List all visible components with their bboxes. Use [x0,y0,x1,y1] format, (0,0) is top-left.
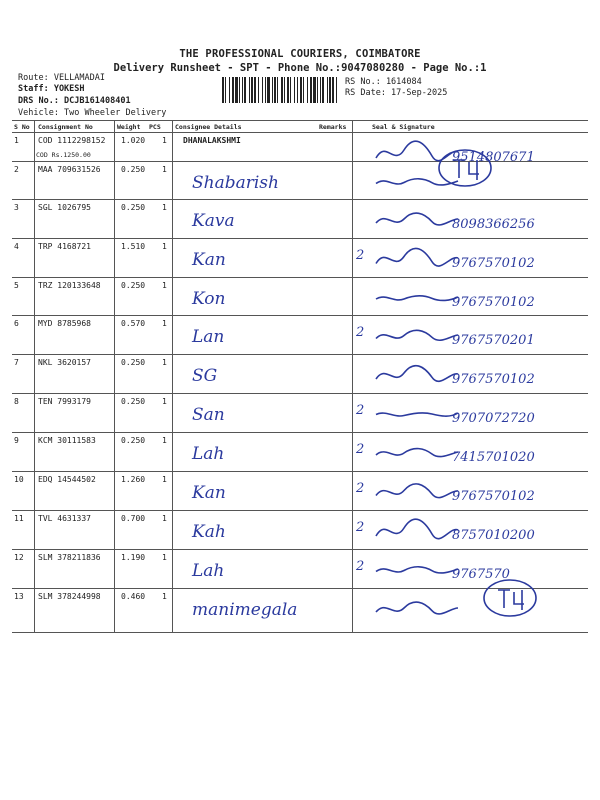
pcs-value: 1 [162,592,167,601]
weight-value: 0.250 [121,358,146,367]
handwritten-phone: 9767570201 [452,333,535,348]
handwritten-phone: 8098366256 [452,217,535,232]
runsheet-title: Delivery Runsheet - SPT - Phone No.:9047080280 - Page No.:1 [113,62,487,74]
weight-value: 1.260 [121,475,146,484]
row-divider [12,432,588,433]
consignment-number: KCM 30111583 [38,436,96,445]
signature-scribble [372,438,462,468]
weight-value: 0.570 [121,319,146,328]
drs-number: DRS No.: DCJB161408401 [18,96,131,106]
handwritten-mark: 2 [356,325,365,340]
row-divider [12,632,588,633]
weight-value: 0.250 [121,436,146,445]
row-divider [12,277,588,278]
col-header-sno: S No [14,123,30,131]
consignment-number: SGL 1026795 [38,203,91,212]
pcs-value: 1 [162,136,167,145]
handwritten-receiver-name: Kan [192,483,226,503]
weight-value: 0.250 [121,165,146,174]
row-divider [12,393,588,394]
pcs-value: 1 [162,165,167,174]
handwritten-phone: 9767570102 [452,372,535,387]
table-top-rule [12,120,588,121]
handwritten-mark: 2 [356,403,365,418]
signature-scribble [372,399,462,429]
consignment-number: TEN 7993179 [38,397,91,406]
company-name: THE PROFESSIONAL COURIERS, COIMBATORE [179,48,421,60]
signature-scribble [372,244,462,274]
handwritten-receiver-name: Kon [192,289,226,309]
consignment-number: SLM 378211836 [38,553,101,562]
handwritten-phone: 9514807671 [452,150,535,165]
row-divider [12,199,588,200]
pcs-value: 1 [162,514,167,523]
row-sno: 10 [14,475,24,484]
col-header-seal: Seal & Signature [372,123,435,131]
column-divider [172,120,173,632]
route-label: Route: VELLAMADAI [18,73,105,83]
handwritten-mark: 2 [356,520,365,535]
consignment-number: NKL 3620157 [38,358,91,367]
handwritten-receiver-name: Shabarish [192,173,279,193]
pcs-value: 1 [162,203,167,212]
pcs-value: 1 [162,553,167,562]
stamp-mark [480,576,540,620]
weight-value: 0.250 [121,397,146,406]
row-sno: 2 [14,165,19,174]
weight-value: 1.190 [121,553,146,562]
row-divider [12,238,588,239]
row-sno: 12 [14,553,24,562]
row-sno: 4 [14,242,19,251]
row-sno: 5 [14,281,19,290]
handwritten-receiver-name: manimegala [192,600,298,620]
pcs-value: 1 [162,358,167,367]
signature-scribble [372,360,462,390]
handwritten-receiver-name: SG [192,366,218,386]
consignment-number: EDQ 14544502 [38,475,96,484]
weight-value: 0.250 [121,281,146,290]
pcs-value: 1 [162,436,167,445]
row-divider [12,471,588,472]
row-sno: 3 [14,203,19,212]
rs-date: RS Date: 17-Sep-2025 [345,88,448,98]
table-header-rule [12,132,588,133]
consignment-number: TRZ 120133648 [38,281,101,290]
rs-number: RS No.: 1614084 [345,77,422,87]
pcs-value: 1 [162,319,167,328]
row-divider [12,510,588,511]
weight-value: 0.250 [121,203,146,212]
staff-label: Staff: YOKESH [18,84,85,94]
handwritten-receiver-name: Kava [192,211,235,231]
handwritten-mark: 2 [356,481,365,496]
consignment-number: MAA 709631526 [38,165,101,174]
pcs-value: 1 [162,397,167,406]
signature-scribble [372,283,462,313]
pcs-value: 1 [162,475,167,484]
col-header-consignment: Consignment No [38,123,93,131]
row-sno: 11 [14,514,24,523]
stamp-mark [435,146,495,190]
handwritten-receiver-name: Lah [192,444,225,464]
handwritten-phone: 8757010200 [452,528,535,543]
handwritten-phone: 7415701020 [452,450,535,465]
cod-amount: COD Rs.1250.00 [36,151,91,159]
col-header-weight: Weight [117,123,141,131]
handwritten-mark: 2 [356,559,365,574]
consignment-number: COD 1112298152 [38,136,106,145]
vehicle-label: Vehicle: Two Wheeler Delivery [18,108,167,118]
consignment-number: MYD 8785968 [38,319,91,328]
signature-scribble [372,555,462,585]
row-sno: 1 [14,136,19,145]
barcode [222,77,338,103]
handwritten-phone: 9767570 [452,567,510,582]
column-divider [352,120,353,632]
weight-value: 1.020 [121,136,146,145]
consignee-name: DHANALAKSHMI [183,136,241,145]
handwritten-receiver-name: Kah [192,522,226,542]
pcs-value: 1 [162,242,167,251]
handwritten-phone: 9707072720 [452,411,535,426]
col-header-consignee: Consignee Details [175,123,242,131]
consignment-number: TRP 4168721 [38,242,91,251]
handwritten-receiver-name: Lan [192,327,225,347]
row-sno: 8 [14,397,19,406]
signature-scribble [372,205,462,235]
pcs-value: 1 [162,281,167,290]
handwritten-receiver-name: San [192,405,225,425]
handwritten-phone: 9767570102 [452,256,535,271]
row-divider [12,549,588,550]
signature-scribble [372,516,462,546]
consignment-number: TVL 4631337 [38,514,91,523]
handwritten-phone: 9767570102 [452,489,535,504]
handwritten-receiver-name: Lah [192,561,225,581]
row-divider [12,354,588,355]
consignment-number: SLM 378244998 [38,592,101,601]
col-header-remarks: Remarks [319,123,347,131]
column-divider [114,120,115,632]
row-divider [12,315,588,316]
col-header-pcs: PCS [149,123,161,131]
row-sno: 6 [14,319,19,328]
column-divider [34,120,35,632]
row-sno: 9 [14,436,19,445]
signature-scribble [372,321,462,351]
weight-value: 0.700 [121,514,146,523]
weight-value: 0.460 [121,592,146,601]
signature-scribble [372,594,462,624]
weight-value: 1.510 [121,242,146,251]
handwritten-phone: 9767570102 [452,295,535,310]
row-sno: 13 [14,592,24,601]
handwritten-mark: 2 [356,442,365,457]
signature-scribble [372,477,462,507]
handwritten-receiver-name: Kan [192,250,226,270]
handwritten-mark: 2 [356,248,365,263]
row-sno: 7 [14,358,19,367]
